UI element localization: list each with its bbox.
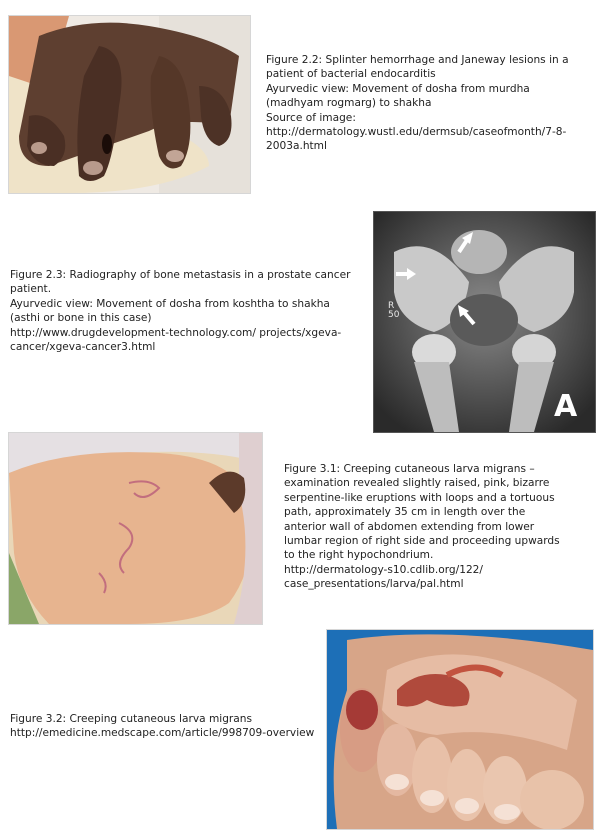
caption-line: (madhyam rogmarg) to shakha — [266, 97, 432, 110]
xray-marker-label: R 50 — [388, 301, 400, 320]
caption-line: Figure 2.2: Splinter hemorrhage and Janeway lesions in a — [266, 54, 569, 66]
caption-line: Figure 3.2: Creeping cutaneous larva migrans — [10, 713, 253, 725]
caption-line: 2003a.html — [266, 140, 327, 153]
figure-2-3-caption — [10, 268, 370, 354]
caption-line: http://dermatology.wustl.edu/dermsub/caseofmonth/7-8- — [266, 126, 567, 139]
caption-line: path, approximately 35 cm in length over the — [284, 506, 526, 519]
caption-line: (asthi or bone in this case) — [10, 312, 152, 325]
caption-line: http://emedicine.medscape.com/article/998709-overview — [10, 727, 315, 740]
caption-line: Source of image: — [266, 111, 356, 124]
caption-line: serpentine-like eruptions with loops and a tortuous — [284, 491, 555, 504]
caption-line: patient. — [10, 283, 52, 296]
caption-line: Ayurvedic view: Movement of dosha from murdha — [266, 82, 530, 95]
figure-2-2-caption — [266, 53, 596, 154]
caption-line: cancer/xgeva-cancer3.html — [10, 341, 156, 354]
caption-line: http://dermatology-s10.cdlib.org/122/ — [284, 563, 483, 576]
xray-panel-letter: A — [554, 389, 578, 424]
figure-2-3-xray — [373, 211, 596, 433]
caption-line: case_presentations/larva/pal.html — [284, 578, 464, 591]
caption-line: Figure 2.3: Radiography of bone metastasis in a prostate cancer — [10, 269, 351, 281]
caption-line: Figure 3.1: Creeping cutaneous larva migrans – — [284, 463, 535, 475]
caption-line: patient of bacterial endocarditis — [266, 68, 436, 81]
figure-3-1-caption — [284, 462, 594, 592]
figure-3-2-photo — [326, 629, 594, 830]
caption-line: examination revealed slightly raised, pink, bizarre — [284, 477, 550, 490]
caption-line: Ayurvedic view: Movement of dosha from koshtha to shakha — [10, 297, 330, 310]
caption-line: anterior wall of abdomen extending from lower — [284, 520, 535, 533]
caption-line: to the right hypochondrium. — [284, 549, 434, 562]
figure-2-2-photo — [8, 15, 251, 194]
figure-3-2-caption — [10, 712, 330, 741]
caption-line: lumbar region of right side and proceeding upwards — [284, 535, 560, 548]
figure-3-1-photo — [8, 432, 263, 625]
caption-line: http://www.drugdevelopment-technology.com/ projects/xgeva- — [10, 326, 342, 339]
